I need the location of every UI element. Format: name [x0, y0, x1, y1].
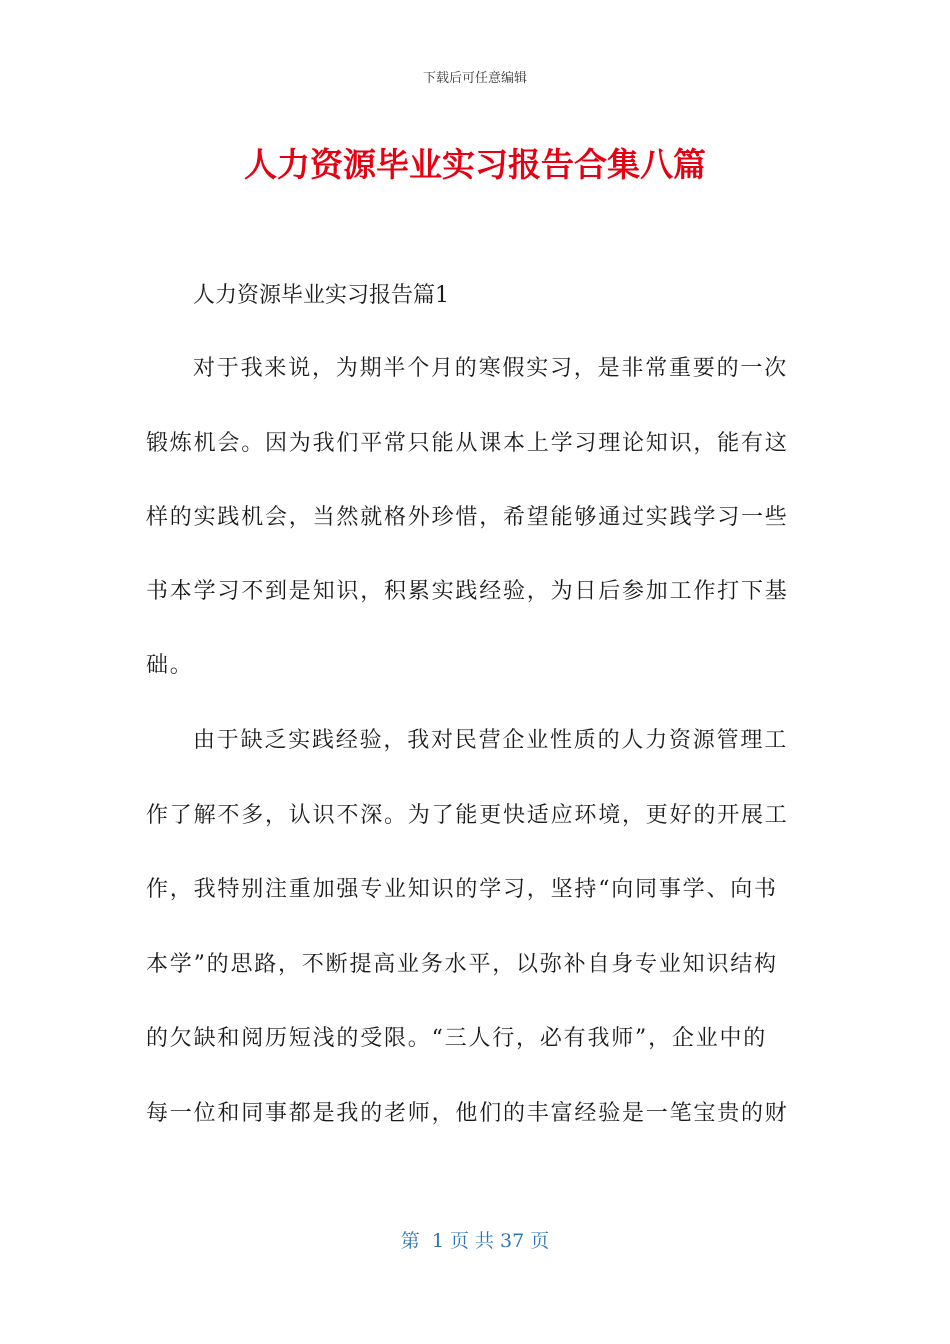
section-heading: 人力资源毕业实习报告篇1: [193, 283, 449, 308]
paragraph-line: 书本学习不到是知识，积累实践经验，为日后参加工作打下基: [146, 579, 789, 604]
paragraph-line: 本学”的思路，不断提高业务水平，以弥补自身专业知识结构: [146, 952, 778, 977]
paragraph-line: 样的实践机会，当然就格外珍惜，希望能够通过实践学习一些: [146, 505, 789, 530]
header-note: 下载后可任意编辑: [422, 71, 527, 86]
paragraph-line: 对于我来说，为期半个月的寒假实习，是非常重要的一次: [193, 356, 789, 381]
paragraph-line: 作了解不多，认识不深。为了能更快适应环境，更好的开展工: [146, 803, 789, 828]
paragraph-line: 每一位和同事都是我的老师，他们的丰富经验是一笔宝贵的财: [146, 1101, 789, 1126]
paragraph-line: 础。: [146, 653, 194, 678]
paragraph-line: 的欠缺和阅历短浅的受限。“三人行，必有我师”，企业中的: [146, 1026, 768, 1051]
page-footer: 第 1 页 共 37 页: [400, 1230, 550, 1252]
document-title: 人力资源毕业实习报告合集八篇: [244, 145, 706, 184]
paragraph-line: 由于缺乏实践经验，我对民营企业性质的人力资源管理工: [193, 728, 789, 753]
paragraph-line: 锻炼机会。因为我们平常只能从课本上学习理论知识，能有这: [146, 431, 789, 456]
paragraph-line: 作，我特别注重加强专业知识的学习，坚持“向同事学、向书: [146, 877, 778, 902]
